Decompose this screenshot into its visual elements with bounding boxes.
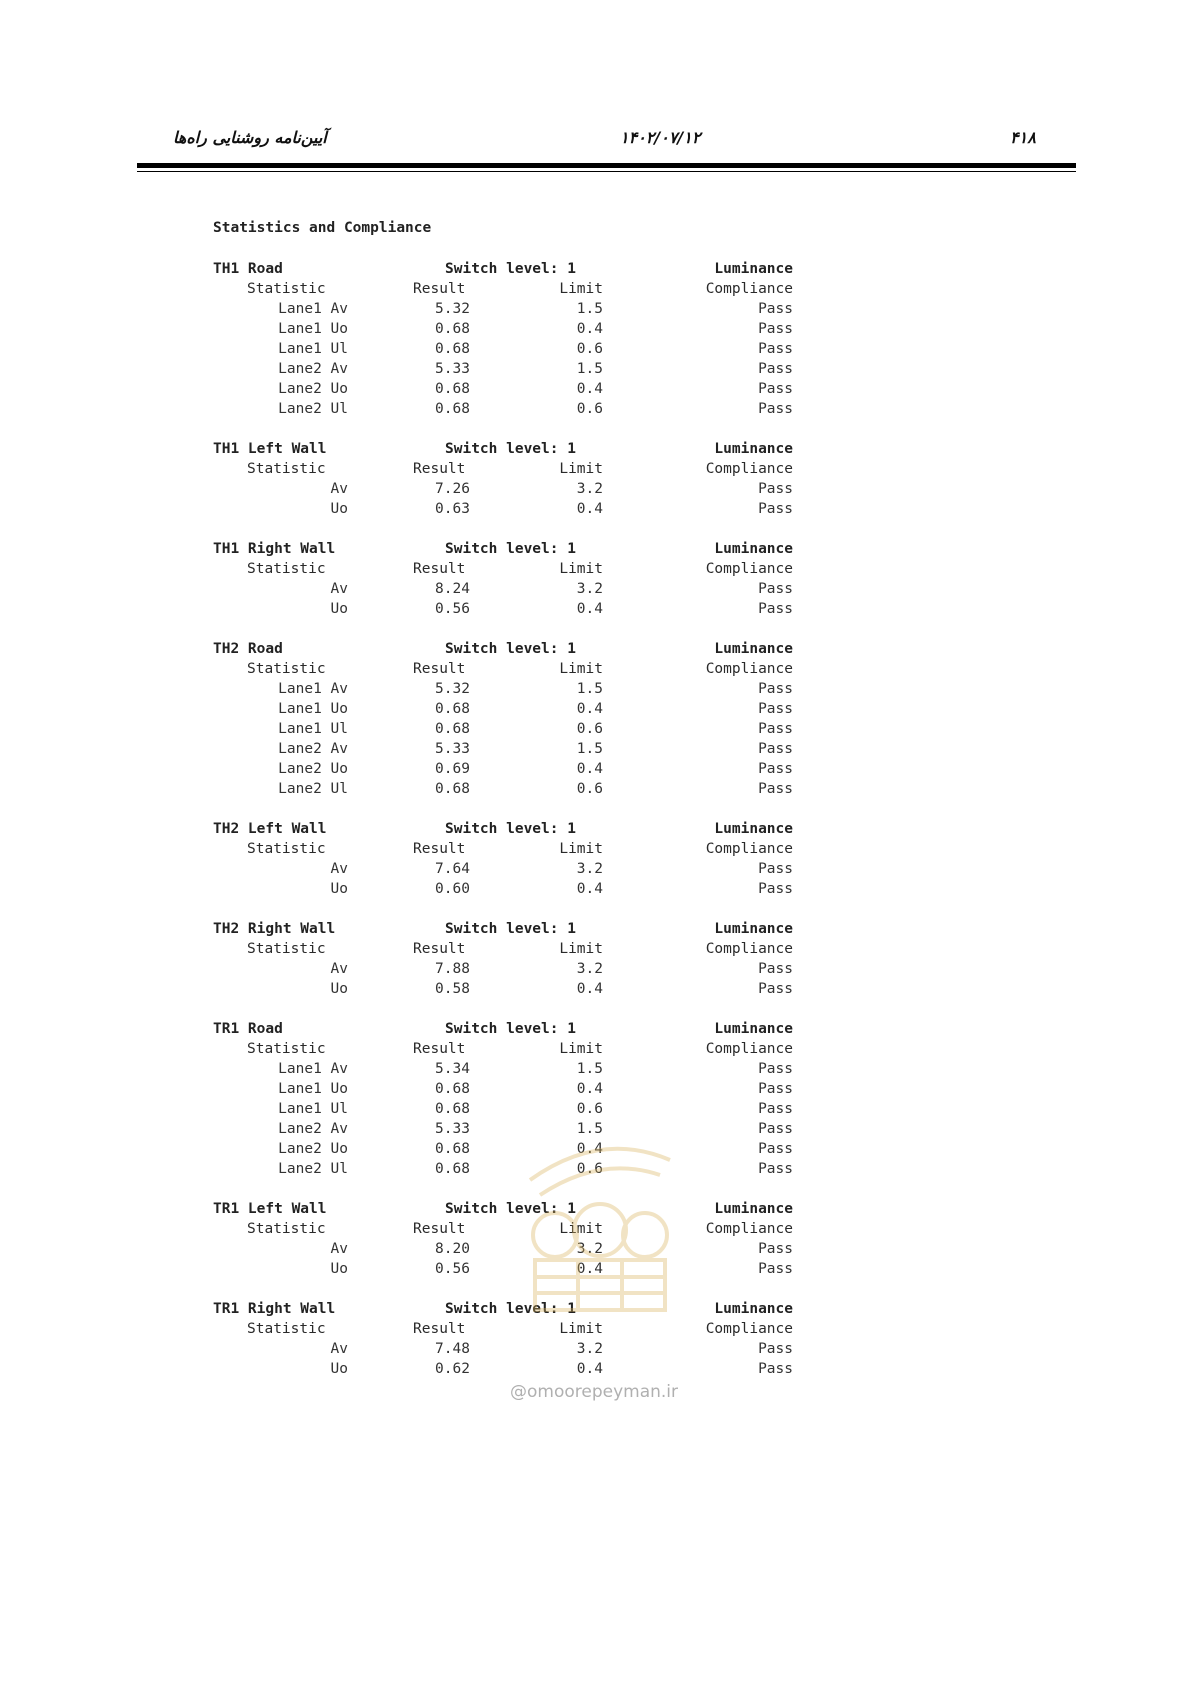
limit-cell: 0.4 (576, 701, 603, 717)
measure-type: Luminance (714, 641, 793, 657)
statistic-cell: Lane2 Ul (278, 1161, 348, 1177)
result-cell: 0.68 (435, 1081, 470, 1097)
result-cell: 0.69 (435, 761, 470, 777)
switch-level: Switch level: 1 (445, 1021, 576, 1037)
result-header: Result (413, 1321, 466, 1337)
result-cell: 0.68 (435, 781, 470, 797)
statistic-header: Statistic (247, 281, 326, 297)
statistic-cell: Av (330, 1241, 348, 1257)
result-cell: 7.64 (435, 861, 470, 877)
switch-level: Switch level: 1 (445, 821, 576, 837)
result-cell: 5.32 (435, 681, 470, 697)
limit-header: Limit (559, 561, 603, 577)
limit-cell: 0.6 (576, 341, 603, 357)
limit-cell: 3.2 (576, 481, 603, 497)
table-row (213, 579, 793, 599)
limit-cell: 0.4 (576, 321, 603, 337)
statistic-cell: Lane1 Uo (278, 701, 348, 717)
compliance-cell: Pass (758, 361, 793, 377)
statistic-header: Statistic (247, 1321, 326, 1337)
statistic-header: Statistic (247, 561, 326, 577)
statistic-header: Statistic (247, 1041, 326, 1057)
table-row (213, 1359, 793, 1379)
statistic-header: Statistic (247, 661, 326, 677)
table-row (213, 319, 793, 339)
table-row (213, 339, 793, 359)
result-header: Result (413, 561, 466, 577)
column-header-row (213, 1039, 793, 1059)
compliance-cell: Pass (758, 381, 793, 397)
result-cell: 8.20 (435, 1241, 470, 1257)
statistic-cell: Lane1 Uo (278, 321, 348, 337)
limit-cell: 0.4 (576, 981, 603, 997)
table-row (213, 879, 793, 899)
section-name: TH2 Right Wall (213, 921, 336, 937)
result-header: Result (413, 661, 466, 677)
measure-type: Luminance (714, 1021, 793, 1037)
result-cell: 0.68 (435, 1161, 470, 1177)
measure-type: Luminance (714, 921, 793, 937)
statistic-cell: Av (330, 581, 348, 597)
header-title: آیین‌نامه روشنایی راه‌ها (173, 128, 327, 147)
table-row (213, 1059, 793, 1079)
compliance-cell: Pass (758, 501, 793, 517)
limit-cell: 3.2 (576, 1241, 603, 1257)
switch-level: Switch level: 1 (445, 261, 576, 277)
limit-cell: 0.4 (576, 761, 603, 777)
measure-type: Luminance (714, 261, 793, 277)
report-section (213, 639, 793, 799)
result-header: Result (413, 1221, 466, 1237)
compliance-cell: Pass (758, 1081, 793, 1097)
limit-cell: 0.4 (576, 381, 603, 397)
column-header-row (213, 939, 793, 959)
section-name: TR1 Left Wall (213, 1201, 327, 1217)
result-header: Result (413, 941, 466, 957)
result-cell: 0.58 (435, 981, 470, 997)
limit-cell: 0.4 (576, 501, 603, 517)
table-row (213, 739, 793, 759)
statistic-cell: Lane1 Av (278, 1061, 348, 1077)
statistic-cell: Lane2 Av (278, 1121, 348, 1137)
compliance-cell: Pass (758, 1101, 793, 1117)
limit-cell: 1.5 (576, 741, 603, 757)
result-cell: 0.68 (435, 341, 470, 357)
section-name: TH2 Road (213, 641, 283, 657)
limit-cell: 3.2 (576, 961, 603, 977)
limit-cell: 0.4 (576, 881, 603, 897)
compliance-cell: Pass (758, 761, 793, 777)
section-header (213, 539, 793, 559)
switch-level: Switch level: 1 (445, 641, 576, 657)
compliance-header: Compliance (705, 461, 793, 477)
report-section (213, 259, 793, 419)
section-header (213, 639, 793, 659)
limit-cell: 1.5 (576, 301, 603, 317)
limit-cell: 0.6 (576, 781, 603, 797)
result-header: Result (413, 281, 466, 297)
limit-header: Limit (559, 661, 603, 677)
compliance-cell: Pass (758, 1161, 793, 1177)
statistic-cell: Lane2 Av (278, 361, 348, 377)
compliance-cell: Pass (758, 1361, 793, 1377)
limit-cell: 0.4 (576, 1361, 603, 1377)
compliance-cell: Pass (758, 741, 793, 757)
compliance-cell: Pass (758, 341, 793, 357)
measure-type: Luminance (714, 821, 793, 837)
result-cell: 0.60 (435, 881, 470, 897)
compliance-cell: Pass (758, 1061, 793, 1077)
table-row (213, 959, 793, 979)
result-header: Result (413, 1041, 466, 1057)
compliance-cell: Pass (758, 301, 793, 317)
compliance-cell: Pass (758, 321, 793, 337)
result-cell: 5.33 (435, 1121, 470, 1137)
header-rule-thin (137, 171, 1076, 172)
compliance-header: Compliance (705, 841, 793, 857)
compliance-header: Compliance (705, 1221, 793, 1237)
header-rule-thick (137, 163, 1076, 168)
limit-cell: 1.5 (576, 1121, 603, 1137)
compliance-header: Compliance (705, 281, 793, 297)
statistic-cell: Lane1 Uo (278, 1081, 348, 1097)
compliance-cell: Pass (758, 1121, 793, 1137)
table-row (213, 499, 793, 519)
table-row (213, 379, 793, 399)
limit-header: Limit (559, 1041, 603, 1057)
result-cell: 0.68 (435, 401, 470, 417)
table-row (213, 399, 793, 419)
result-cell: 0.62 (435, 1361, 470, 1377)
column-header-row (213, 659, 793, 679)
compliance-cell: Pass (758, 481, 793, 497)
compliance-cell: Pass (758, 1241, 793, 1257)
statistic-cell: Uo (330, 981, 348, 997)
section-name: TH1 Left Wall (213, 441, 327, 457)
compliance-cell: Pass (758, 881, 793, 897)
compliance-cell: Pass (758, 1341, 793, 1357)
statistic-cell: Lane1 Ul (278, 341, 348, 357)
result-cell: 0.63 (435, 501, 470, 517)
compliance-cell: Pass (758, 581, 793, 597)
compliance-cell: Pass (758, 961, 793, 977)
measure-type: Luminance (714, 1201, 793, 1217)
section-header (213, 1019, 793, 1039)
compliance-header: Compliance (705, 561, 793, 577)
limit-header: Limit (559, 1221, 603, 1237)
table-row (213, 779, 793, 799)
limit-header: Limit (559, 281, 603, 297)
limit-header: Limit (559, 461, 603, 477)
compliance-header: Compliance (705, 661, 793, 677)
compliance-cell: Pass (758, 701, 793, 717)
limit-header: Limit (559, 941, 603, 957)
limit-cell: 3.2 (576, 1341, 603, 1357)
column-header-row (213, 559, 793, 579)
section-header (213, 919, 793, 939)
limit-cell: 0.6 (576, 401, 603, 417)
result-cell: 0.56 (435, 1261, 470, 1277)
compliance-header: Compliance (705, 941, 793, 957)
column-header-row (213, 839, 793, 859)
limit-cell: 0.4 (576, 1081, 603, 1097)
result-cell: 7.88 (435, 961, 470, 977)
result-cell: 7.26 (435, 481, 470, 497)
watermark-text: @omoorepeyman.ir (510, 1382, 679, 1402)
limit-cell: 3.2 (576, 581, 603, 597)
statistic-cell: Uo (330, 501, 348, 517)
section-header (213, 819, 793, 839)
table-row (213, 299, 793, 319)
section-header (213, 439, 793, 459)
result-cell: 5.32 (435, 301, 470, 317)
statistic-cell: Av (330, 861, 348, 877)
result-cell: 5.34 (435, 1061, 470, 1077)
result-cell: 5.33 (435, 361, 470, 377)
table-row (213, 359, 793, 379)
measure-type: Luminance (714, 541, 793, 557)
report-section (213, 439, 793, 519)
statistic-cell: Lane2 Uo (278, 1141, 348, 1157)
compliance-cell: Pass (758, 1261, 793, 1277)
result-cell: 5.33 (435, 741, 470, 757)
limit-cell: 0.4 (576, 1141, 603, 1157)
switch-level: Switch level: 1 (445, 541, 576, 557)
section-name: TH1 Right Wall (213, 541, 336, 557)
table-row (213, 699, 793, 719)
statistic-cell: Uo (330, 1261, 348, 1277)
gear-logo-icon (500, 1120, 700, 1320)
section-name: TH2 Left Wall (213, 821, 327, 837)
report-section (213, 919, 793, 999)
report-title: Statistics and Compliance (213, 220, 432, 236)
statistic-cell: Lane1 Ul (278, 1101, 348, 1117)
switch-level: Switch level: 1 (445, 1201, 576, 1217)
page-number: ۴۱۸ (1010, 128, 1036, 147)
result-cell: 0.68 (435, 721, 470, 737)
limit-cell: 0.6 (576, 1101, 603, 1117)
compliance-cell: Pass (758, 681, 793, 697)
table-row (213, 1079, 793, 1099)
table-row (213, 979, 793, 999)
compliance-cell: Pass (758, 781, 793, 797)
compliance-cell: Pass (758, 861, 793, 877)
column-header-row (213, 279, 793, 299)
table-row (213, 679, 793, 699)
limit-cell: 0.6 (576, 721, 603, 737)
report-section (213, 819, 793, 899)
statistic-header: Statistic (247, 461, 326, 477)
column-header-row (213, 459, 793, 479)
report-section (213, 539, 793, 619)
compliance-cell: Pass (758, 601, 793, 617)
result-cell: 0.68 (435, 321, 470, 337)
limit-cell: 1.5 (576, 681, 603, 697)
limit-header: Limit (559, 1321, 603, 1337)
result-cell: 0.68 (435, 381, 470, 397)
statistic-cell: Lane1 Av (278, 681, 348, 697)
statistic-cell: Av (330, 1341, 348, 1357)
statistic-header: Statistic (247, 941, 326, 957)
table-row (213, 599, 793, 619)
statistic-cell: Av (330, 481, 348, 497)
result-cell: 7.48 (435, 1341, 470, 1357)
section-name: TH1 Road (213, 261, 283, 277)
table-row (213, 719, 793, 739)
statistic-cell: Av (330, 961, 348, 977)
section-name: TR1 Road (213, 1021, 283, 1037)
limit-header: Limit (559, 841, 603, 857)
table-row (213, 759, 793, 779)
section-header (213, 259, 793, 279)
statistic-cell: Lane2 Uo (278, 381, 348, 397)
switch-level: Switch level: 1 (445, 1301, 576, 1317)
statistic-cell: Uo (330, 881, 348, 897)
result-header: Result (413, 841, 466, 857)
statistic-cell: Uo (330, 1361, 348, 1377)
statistic-cell: Lane1 Ul (278, 721, 348, 737)
measure-type: Luminance (714, 1301, 793, 1317)
result-cell: 0.68 (435, 1141, 470, 1157)
table-row (213, 1339, 793, 1359)
limit-cell: 0.6 (576, 1161, 603, 1177)
statistic-cell: Lane1 Av (278, 301, 348, 317)
limit-cell: 0.4 (576, 601, 603, 617)
table-row (213, 859, 793, 879)
statistic-cell: Lane2 Ul (278, 401, 348, 417)
result-cell: 0.68 (435, 1101, 470, 1117)
compliance-header: Compliance (705, 1321, 793, 1337)
statistic-cell: Lane2 Av (278, 741, 348, 757)
result-cell: 8.24 (435, 581, 470, 597)
compliance-cell: Pass (758, 981, 793, 997)
statistic-cell: Uo (330, 601, 348, 617)
compliance-cell: Pass (758, 401, 793, 417)
statistic-cell: Lane2 Ul (278, 781, 348, 797)
switch-level: Switch level: 1 (445, 921, 576, 937)
section-name: TR1 Right Wall (213, 1301, 336, 1317)
compliance-header: Compliance (705, 1041, 793, 1057)
header-date: ۱۴۰۲/۰۷/۱۲ (620, 128, 701, 147)
result-cell: 0.56 (435, 601, 470, 617)
statistic-header: Statistic (247, 1221, 326, 1237)
column-header-row (213, 1319, 793, 1339)
statistic-header: Statistic (247, 841, 326, 857)
statistic-cell: Lane2 Uo (278, 761, 348, 777)
compliance-cell: Pass (758, 721, 793, 737)
table-row (213, 1099, 793, 1119)
result-cell: 0.68 (435, 701, 470, 717)
switch-level: Switch level: 1 (445, 441, 576, 457)
measure-type: Luminance (714, 441, 793, 457)
result-header: Result (413, 461, 466, 477)
table-row (213, 479, 793, 499)
limit-cell: 3.2 (576, 861, 603, 877)
limit-cell: 1.5 (576, 361, 603, 377)
limit-cell: 1.5 (576, 1061, 603, 1077)
compliance-cell: Pass (758, 1141, 793, 1157)
limit-cell: 0.4 (576, 1261, 603, 1277)
